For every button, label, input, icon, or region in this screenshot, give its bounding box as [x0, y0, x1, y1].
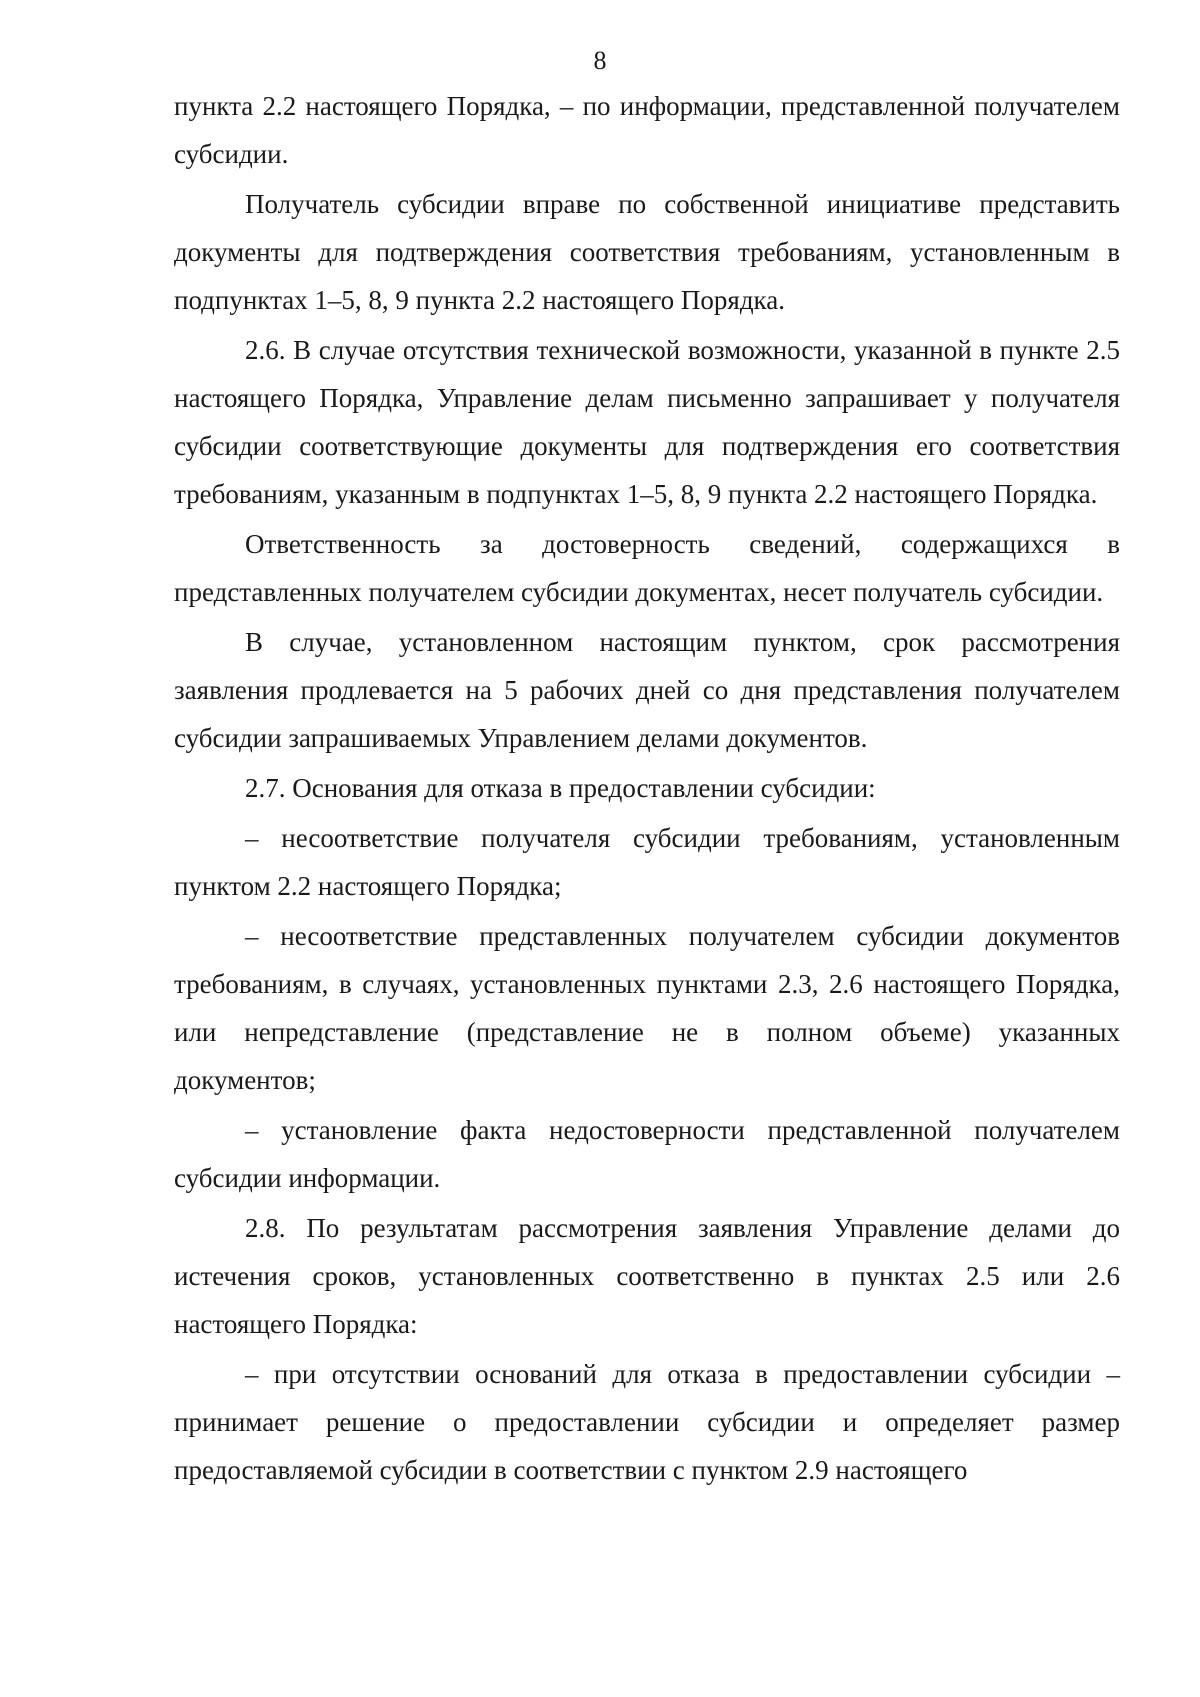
paragraph-2-7: 2.7. Основания для отказа в предоставлении субсидии:: [245, 773, 876, 803]
document-body: [174, 82, 1120, 1496]
paragraph-continuation: пункта 2.2 настоящего Порядка, – по информации, представленной получателем субсидии.: [174, 91, 1120, 169]
paragraph-term-extension: В случае, установленном настоящим пунктом, срок рассмотрения заявления продлевается на 5 рабочих дней со дня представления получателем субсидии запрашиваемых Управлением делами документов.: [174, 627, 1120, 753]
list-item-refusal-1: – несоответствие получателя субсидии требованиям, установленным пунктом 2.2 настоящего Порядка;: [174, 823, 1120, 901]
list-item-decision-1: – при отсутствии оснований для отказа в предоставлении субсидии – принимает решение о предоставлении субсидии и определяет размер предоставляемой субсидии в соответствии с пунктом 2.9 настоящего: [174, 1359, 1120, 1485]
paragraph-initiative: Получатель субсидии вправе по собственной инициативе представить документы для подтверждения соответствия требованиям, установленным в подпунктах 1–5, 8, 9 пункта 2.2 настоящего Порядка.: [174, 189, 1120, 315]
paragraph-2-8: 2.8. По результатам рассмотрения заявления Управление делами до истечения сроков, установленных соответственно в пунктах 2.5 или 2.6 настоящего Порядка:: [174, 1213, 1120, 1339]
page-number: 8: [593, 46, 607, 75]
paragraph-2-6: 2.6. В случае отсутствия технической возможности, указанной в пункте 2.5 настоящего Порядка, Управление делам письменно запрашивает у получателя субсидии соответствующие документы для подтверждения его соответствия требованиям, указанным в подпунктах 1–5, 8, 9 пункта 2.2 настоящего Порядка.: [174, 335, 1120, 509]
list-item-refusal-3: – установление факта недостоверности представленной получателем субсидии информации.: [174, 1115, 1120, 1193]
paragraph-responsibility: Ответственность за достоверность сведений, содержащихся в представленных получателем субсидии документах, несет получатель субсидии.: [174, 529, 1120, 607]
list-item-refusal-2: – несоответствие представленных получателем субсидии документов требованиям, в случаях, установленных пунктами 2.3, 2.6 настоящего Порядка, или непредставление (представление не в полном объеме) указанных документов;: [174, 921, 1120, 1095]
